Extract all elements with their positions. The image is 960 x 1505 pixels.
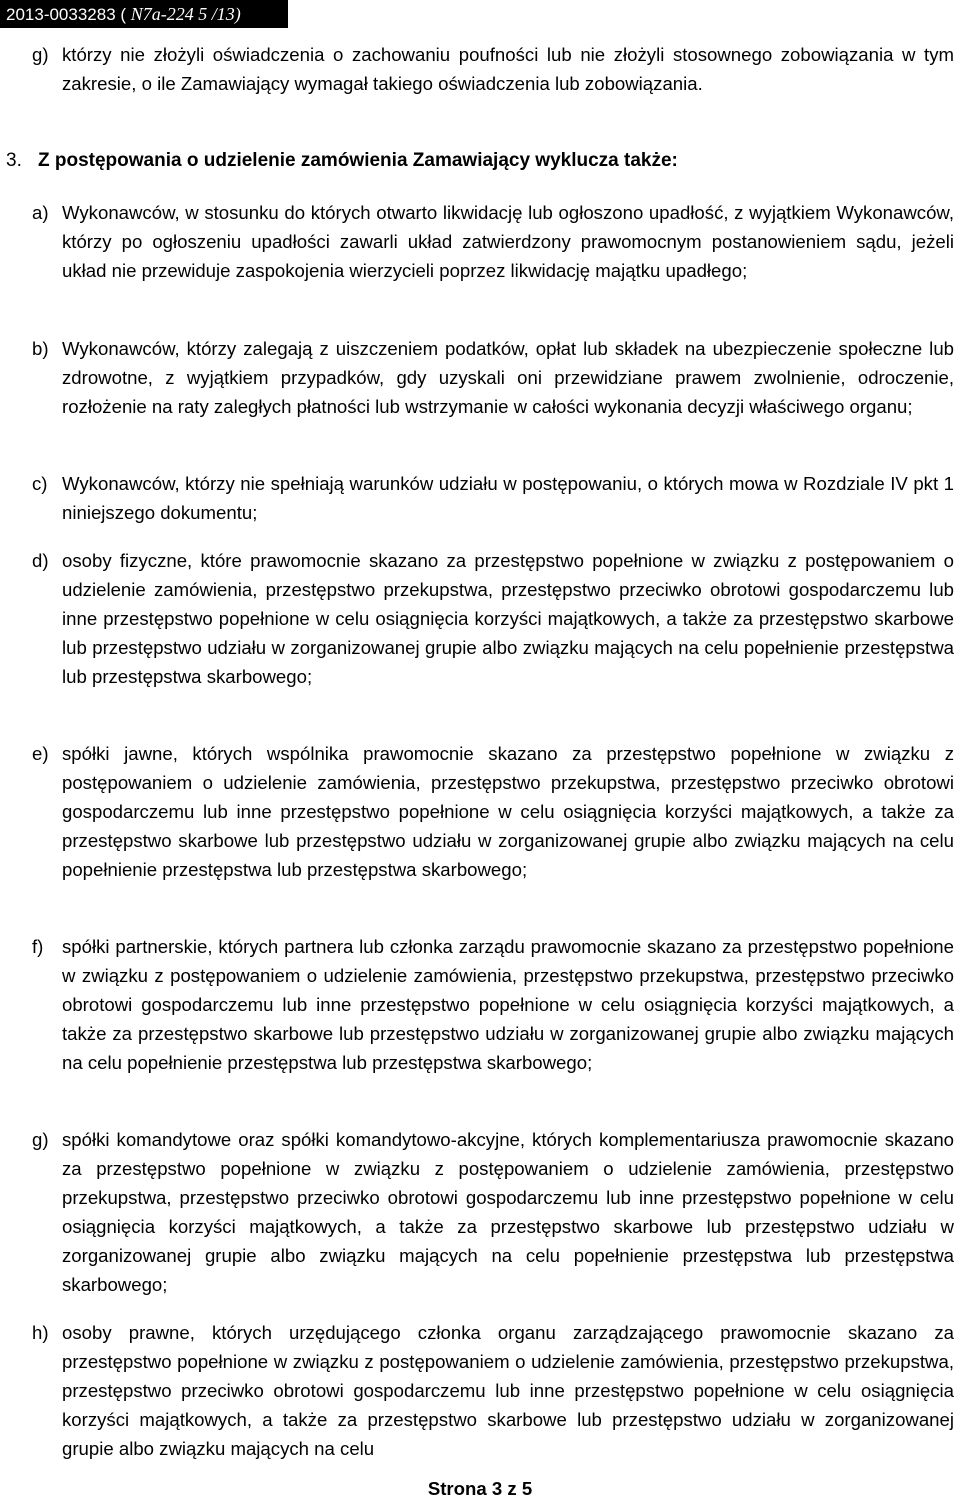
list-marker: f): [32, 936, 44, 957]
list-marker: g): [32, 1129, 49, 1150]
section-3-heading: [6, 146, 678, 175]
list-marker: g): [32, 44, 49, 65]
reference-prefix: (: [120, 5, 131, 24]
list-marker: c): [32, 473, 48, 494]
list-item-text: spółki jawne, których wspólnika prawomocnie skazano za przestępstwo popełnione w związku z postępowaniem o udzielenie zamówienia, przestępstwo przekupstwa, przestępstwo przeciwko obrotowi gospodarczemu lub inne przestępstwo popełnione w celu osiągnięcia korzyści majątkowych, a także za przestępstwo skarbowe lub przestępstwo udziału w zorganizowanej grupie albo związku mających na celu popełnienie przestępstwa lub przestępstwa skarbowego;: [62, 743, 954, 880]
list-marker: e): [32, 743, 49, 764]
document-header-bar: [0, 0, 288, 28]
list-item-text: spółki partnerskie, których partnera lub członka zarządu prawomocnie skazano za przestępstwo popełnione w związku z postępowaniem o udzielenie zamówienia, przestępstwo przekupstwa, przestępstwo przeciwko obrotowi gospodarczemu lub inne przestępstwo popełnione w celu osiągnięcia korzyści majątkowych, a także za przestępstwo skarbowe lub przestępstwo udziału w zorganizowanej grupie albo związku mających na celu popełnienie przestępstwa lub przestępstwa skarbowego;: [62, 936, 954, 1073]
list-item-text: osoby prawne, których urzędującego członka organu zarządzającego prawomocnie skazano za przestępstwo popełnione w związku z postępowaniem o udzielenie zamówienia, przestępstwo przekupstwa, przestępstwo przeciwko obrotowi gospodarczemu lub inne przestępstwo popełnione w celu osiągnięcia korzyści majątkowych, a także za przestępstwo skarbowe lub przestępstwo udziału w zorganizowanej grupie albo związku mających na celu: [62, 1322, 954, 1459]
list-item-text: Wykonawców, którzy zalegają z uiszczeniem podatków, opłat lub składek na ubezpieczenie społeczne lub zdrowotne, z wyjątkiem przypadków, gdy uzyskali oni przewidziane prawem zwolnienie, odroczenie, rozłożenie na raty zaległych płatności lub wstrzymanie w całości wykonania decyzji właściwego organu;: [62, 338, 954, 417]
list-item-c: [32, 469, 954, 527]
list-item-f: [32, 932, 954, 1077]
list-item-text: którzy nie złożyli oświadczenia o zachowaniu poufności lub nie złożyli stosownego zobowiązania w tym zakresie, o ile Zamawiający wymagał takiego oświadczenia lub zobowiązania.: [62, 44, 954, 94]
section-title: Z postępowania o udzielenie zamówienia Zamawiający wyklucza także:: [38, 150, 678, 171]
list-marker: h): [32, 1322, 49, 1343]
reference-code: N7a-224 5 /13): [130, 4, 241, 24]
list-item-a: [32, 198, 954, 285]
list-item-text: spółki komandytowe oraz spółki komandytowo-akcyjne, których komplementariusza prawomocnie skazano za przestępstwo popełnione w związku z postępowaniem o udzielenie zamówienia, przestępstwo przekupstwa, przestępstwo przeciwko obrotowi gospodarczemu lub inne przestępstwo popełnione w celu osiągnięcia korzyści majątkowych, a także za przestępstwo skarbowe lub przestępstwo udziału w zorganizowanej grupie albo związku mających na celu popełnienie przestępstwa lub przestępstwa skarbowego;: [62, 1129, 954, 1295]
list-item-d: [32, 546, 954, 691]
list-item-text: osoby fizyczne, które prawomocnie skazano za przestępstwo popełnione w związku z postępowaniem o udzielenie zamówienia, przestępstwo przekupstwa, przestępstwo przeciwko obrotowi gospodarczemu lub inne przestępstwo popełnione w celu osiągnięcia korzyści majątkowych, a także za przestępstwo skarbowe lub przestępstwo udziału w zorganizowanej grupie albo związku mających na celu popełnienie przestępstwa lub przestępstwa skarbowego;: [62, 550, 954, 687]
list-item-text: Wykonawców, którzy nie spełniają warunków udziału w postępowaniu, o których mowa w Rozdziale IV pkt 1 niniejszego dokumentu;: [62, 473, 954, 523]
section-number: 3.: [6, 150, 22, 171]
list-item-b: [32, 334, 954, 421]
prior-list-item-g: [32, 40, 954, 98]
document-number: 2013-0033283: [6, 5, 116, 24]
list-item-g: [32, 1125, 954, 1299]
list-marker: d): [32, 550, 49, 571]
page-number-label: Strona 3 z 5: [427, 1478, 533, 1499]
list-marker: a): [32, 202, 49, 223]
list-item-text: Wykonawców, w stosunku do których otwarto likwidację lub ogłoszono upadłość, z wyjątkiem Wykonawców, którzy po ogłoszeniu upadłości zawarli układ zatwierdzony prawomocnym postanowieniem sądu, jeżeli układ nie przewiduje zaspokojenia wierzycieli poprzez likwidację majątku upadłego;: [62, 202, 954, 281]
list-item-h: [32, 1318, 954, 1463]
list-item-e: [32, 739, 954, 884]
page-footer: [0, 1475, 960, 1503]
list-marker: b): [32, 338, 49, 359]
